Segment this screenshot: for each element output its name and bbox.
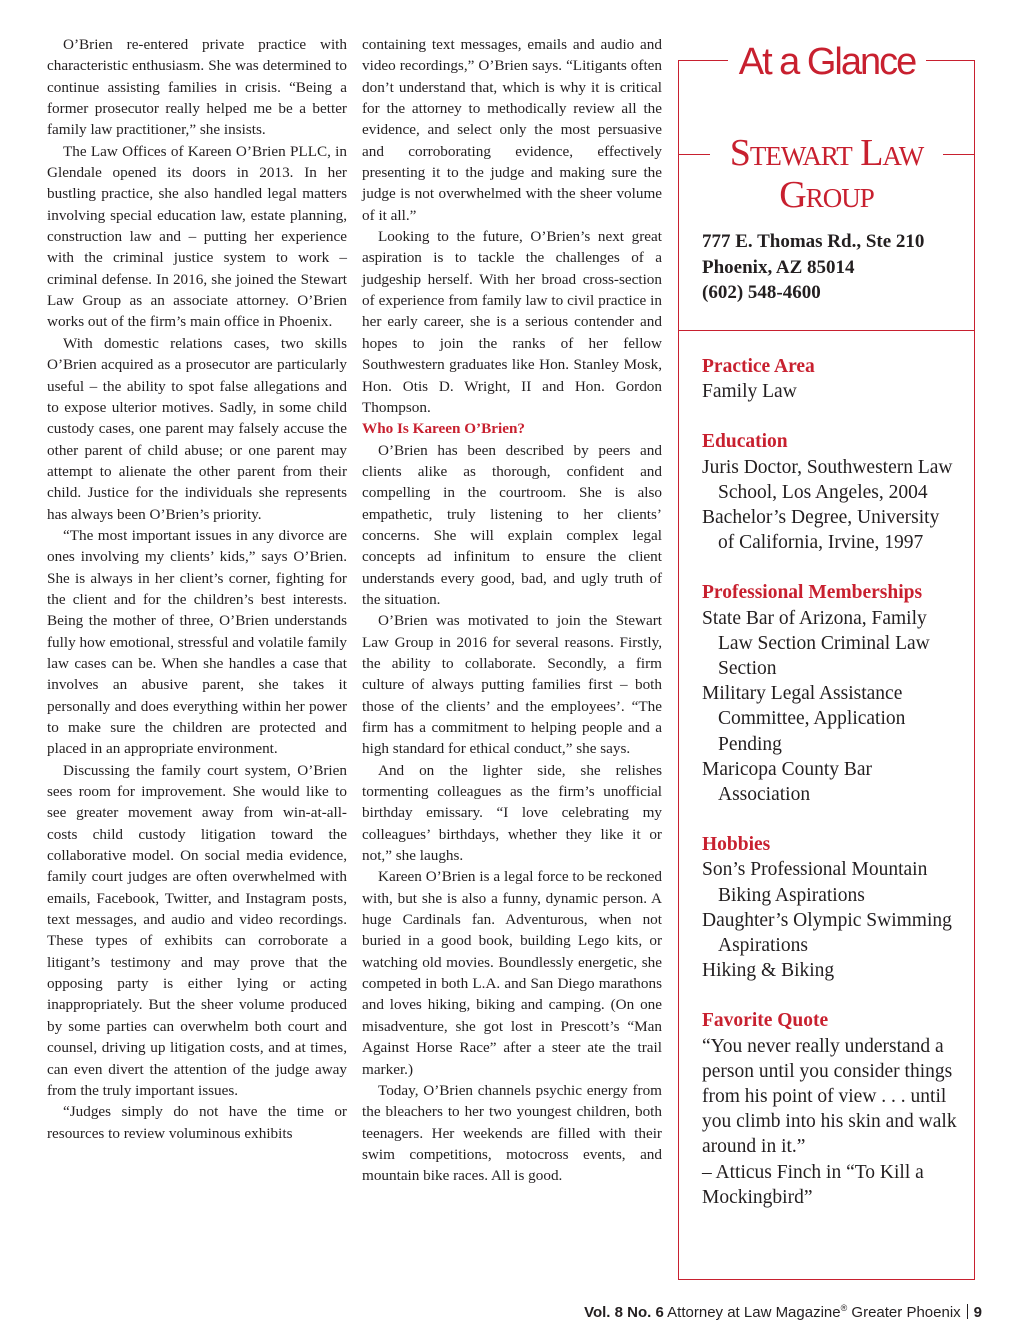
article-column-1 [47,34,347,1144]
issue-volume: Vol. 8 No. 6 [584,1304,664,1321]
registered-mark: ® [840,1303,848,1313]
page-footer [584,1303,982,1321]
education-item: Bachelor’s Degree, University of California, Irvine, 1997 [702,507,940,554]
quote-text: “You never really understand a person until you consider things from his point of view . . . until you climb into his skin and walk around in it.” [702,1035,957,1158]
address-phone: (602) 548-4600 [702,282,821,303]
hobby-item: Son’s Professional Mountain Biking Aspirations [702,859,928,906]
decorative-rule-right [943,154,975,155]
education-item: Juris Doctor, Southwestern Law School, Los Angeles, 2004 [702,456,953,503]
paragraph: Discussing the family court system, O’Brien sees room for improvement. She would like to see greater movement away from win-at-all-costs child custody litigation toward the collaborative model. On social media evidence, family court judges are often overwhelmed with emails, Facebook, Twitter, and Instagram posts, text messages, and audio and video recordings. These types of exhibits can corroborate a litigant’s testimony and may prove that the opposing party is either lying or acting inappropriately. But the sheer volume produced by some parties can overwhelm both court and counsel, driving up litigation costs, and at times, can even divert the attention of the judge away from the truly important issues. [47,761,347,1099]
memberships-heading: Professional Memberships [702,582,923,604]
sidebar-title: At a Glance [728,40,926,84]
practice-area-heading: Practice Area [702,356,815,377]
firm-name-line-2: Group [779,174,874,216]
paragraph: O’Brien has been described by peers and clients alike as thorough, confident and compelling in the courtroom. She is also empathetic, truly listening to her clients’ concerns. She will explain complex legal concepts ad infinitum to ensure the client understands every good, bad, and ugly truth of the situation. [362,441,662,608]
paragraph: “The most important issues in any divorce are ones involving my clients’ kids,” says O’Brien. She is always in her client’s corner, fighting for the client and for the children’s best interests. Being the mother of three, O’Brien understands fully how emotional, stressful and volatile family law cases can be. When she handles a case that involves an abusive parent, she takes it personally and does everything within her power to make sure the children are protected and placed in an appropriate environment. [47,526,347,758]
firm-name [678,132,975,216]
paragraph: Today, O’Brien channels psychic energy from the bleachers to her two youngest children, both teenagers. Her weekends are filled with their swim competitions, motocross events, and mountain bike races. All is good. [362,1081,662,1185]
membership-item: Maricopa County Bar Association [702,758,873,806]
separator-bar [967,1304,968,1319]
page-number: 9 [973,1304,982,1321]
magazine-edition: Greater Phoenix [851,1304,961,1321]
sidebar-divider [678,330,975,331]
address-street: 777 E. Thomas Rd., Ste 210 [702,231,925,252]
paragraph: Kareen O’Brien is a legal force to be reckoned with, but she is also a funny, dynamic person. A huge Cardinals fan. Adventurous, when not buried in a good book, building Lego kits, or watching old movies. Boundlessly energetic, she competed in both L.A. and San Diego marathons and loves hiking, biking and camping. (On one misadventure, she got lost in Prescott’s “Man Against Horse Race” after a steer ate the trail marker.) [362,868,662,1078]
paragraph: O’Brien re-entered private practice with characteristic enthusiasm. She was determined to continue assisting families in crisis. “Being a former prosecutor really helped me be a better family law practitioner,” she insists. [47,36,347,139]
paragraph: “Judges simply do not have the time or resources to review voluminous exhibits [47,1103,347,1142]
practice-area-value: Family Law [702,381,797,403]
magazine-name: Attorney at Law Magazine [667,1304,841,1321]
education-heading: Education [702,431,788,453]
section-subhead: Who Is Kareen O’Brien? [362,420,525,438]
membership-item: Military Legal Assistance Committee, Application Pending [702,683,906,755]
decorative-rule-left [678,154,710,155]
profile-facts [702,354,957,1210]
hobby-item: Hiking & Biking [702,960,835,982]
paragraph: containing text messages, emails and audio and video recordings,” O’Brien says. “Litigants often don’t understand that, which is why it is critical for the attorney to methodically review all the evidence, and select only the most persuasive and corroborating evidence, effectively presenting it to the judge and making sure the judge is not overwhelmed with the sheer volume of it all.” [362,36,662,224]
firm-name-line-1: Stewart Law [729,132,924,174]
address-city: Phoenix, AZ 85014 [702,256,855,278]
membership-item: State Bar of Arizona, Family Law Section Criminal Law Section [702,607,930,680]
paragraph: O’Brien was motivated to join the Stewart Law Group in 2016 for several reasons. Firstly, the ability to collaborate. Secondly, a firm culture of always putting families first – both those of the clients’ and the employees’. “The firm has a commitment to helping people and a high standard for ethical conduct,” she says. [362,612,662,758]
paragraph: And on the lighter side, she relishes tormenting colleagues as the firm’s unofficial birthday emissary. “I love celebrating my colleagues’ birthdays, whether they like it or not,” she laughs. [362,761,662,865]
hobbies-heading: Hobbies [702,834,771,856]
article-column-2 [362,34,662,1187]
firm-address [702,229,962,306]
quote-heading: Favorite Quote [702,1010,829,1032]
hobby-item: Daughter’s Olympic Swimming Aspirations [702,909,952,957]
paragraph: Looking to the future, O’Brien’s next great aspiration is to tackle the challenges of a judgeship herself. With her broad cross-section of experience from family law to civil practice in her early career, she is a serious contender and hopes to join the ranks of her fellow Southwestern graduates like Hon. Stanley Mosk, Hon. Otis D. Wright, II and Hon. Gordon Thompson. [362,228,662,416]
paragraph: With domestic relations cases, two skills O’Brien acquired as a prosecutor are particularly useful – the ability to spot false allegations and to expose ulterior motives. Sadly, in some child custody cases, one parent may falsely accuse the other parent of child abuse; or one parent may attempt to alienate the other parent from their child. Justice for the individuals she represents has always been O’Brien’s priority. [47,334,347,523]
paragraph: The Law Offices of Kareen O’Brien PLLC, in Glendale opened its doors in 2013. In her bustling practice, she also handled legal matters involving special education law, estate planning, construction law and – putting her experience with the criminal justice system to work – criminal defense. In 2016, she joined the Stewart Law Group as an associate attorney. O’Brien works out of the firm’s main office in Phoenix. [47,142,347,331]
quote-attribution: – Atticus Finch in “To Kill a Mockingbird” [702,1161,924,1208]
